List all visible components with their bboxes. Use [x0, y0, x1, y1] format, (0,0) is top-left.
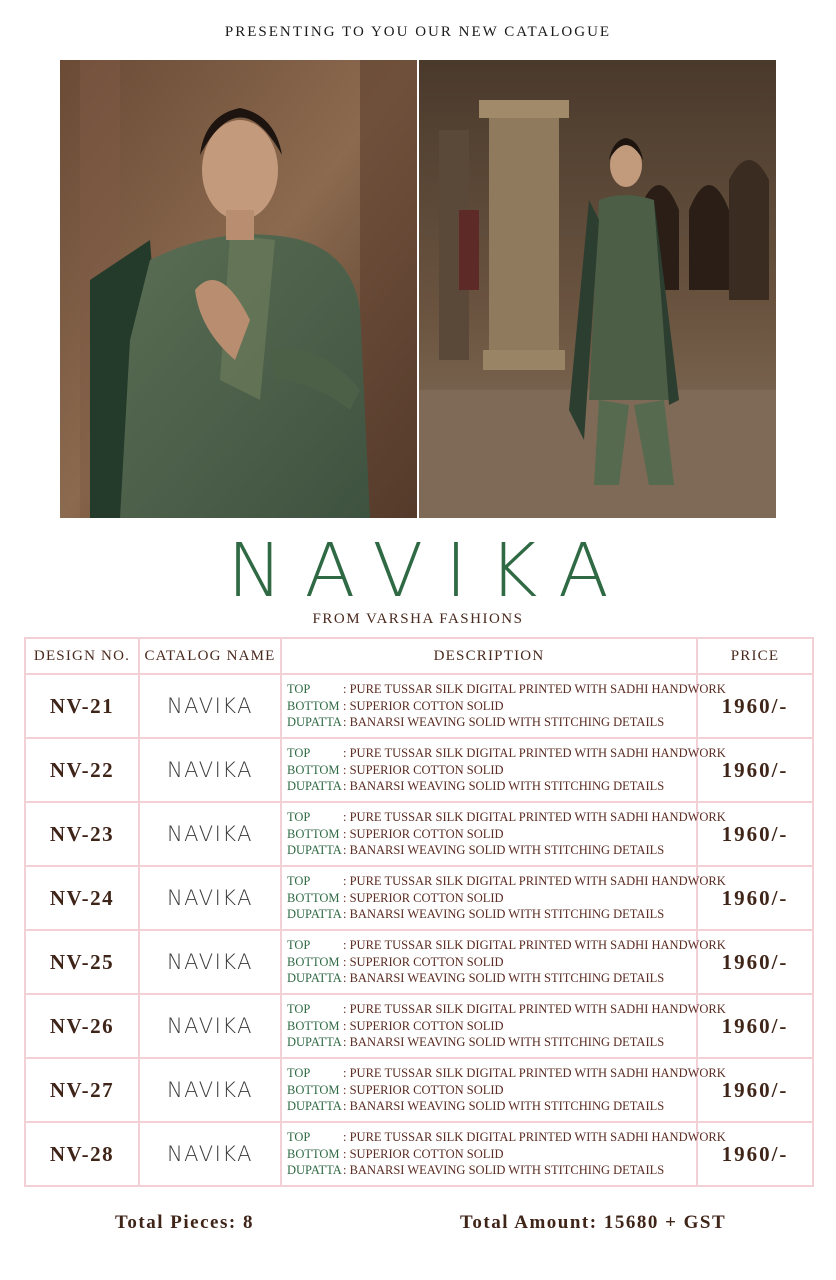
- label-dupatta: DUPATTA: [287, 843, 342, 858]
- description: [281, 674, 726, 738]
- product-photos: [60, 60, 776, 518]
- description-dupatta: [287, 842, 696, 859]
- catalog-table: [24, 637, 814, 1187]
- value-top: : PURE TUSSAR SILK DIGITAL PRINTED WITH SADHI HANDWORK: [343, 682, 726, 697]
- label-top: TOP: [287, 938, 311, 953]
- description-top: [287, 1001, 726, 1018]
- value-bottom: : SUPERIOR COTTON SOLID: [343, 1018, 504, 1033]
- description-bottom: [287, 954, 696, 971]
- label-top: TOP: [287, 682, 311, 697]
- header-design-no: DESIGN NO.: [25, 638, 139, 674]
- table-row: [25, 802, 813, 866]
- brand-subtitle: FROM VARSHA FASHIONS: [312, 611, 524, 627]
- label-dupatta: DUPATTA: [287, 715, 342, 730]
- table-row: [25, 674, 813, 738]
- description: [281, 930, 726, 994]
- description-dupatta: [287, 1034, 696, 1051]
- catalog-name: NAVIKA: [139, 994, 281, 1058]
- label-bottom: BOTTOM: [287, 890, 340, 905]
- label-bottom: BOTTOM: [287, 762, 340, 777]
- label-top: TOP: [287, 1130, 311, 1145]
- design-number: NV-26: [25, 994, 139, 1058]
- description: [281, 994, 726, 1058]
- table-row: [25, 866, 813, 930]
- value-dupatta: : BANARSI WEAVING SOLID WITH STITCHING DETAILS: [343, 1163, 665, 1178]
- label-bottom: BOTTOM: [287, 1018, 340, 1033]
- value-bottom: : SUPERIOR COTTON SOLID: [343, 954, 504, 969]
- label-dupatta: DUPATTA: [287, 1035, 342, 1050]
- model-photo-palace: [419, 60, 776, 518]
- price: 1960/-: [697, 674, 813, 738]
- label-bottom: BOTTOM: [287, 1082, 340, 1097]
- price: 1960/-: [697, 802, 813, 866]
- description: [281, 738, 726, 802]
- table-row: [25, 930, 813, 994]
- value-bottom: : SUPERIOR COTTON SOLID: [343, 1082, 504, 1097]
- model-closeup-illustration: [60, 60, 417, 518]
- value-bottom: : SUPERIOR COTTON SOLID: [343, 762, 504, 777]
- value-top: : PURE TUSSAR SILK DIGITAL PRINTED WITH SADHI HANDWORK: [343, 874, 726, 889]
- description-top: [287, 1129, 726, 1146]
- description-top: [287, 1065, 726, 1082]
- header-description: DESCRIPTION: [281, 638, 697, 674]
- catalog-name: NAVIKA: [139, 866, 281, 930]
- value-top: : PURE TUSSAR SILK DIGITAL PRINTED WITH SADHI HANDWORK: [343, 1002, 726, 1017]
- label-top: TOP: [287, 1066, 311, 1081]
- label-dupatta: DUPATTA: [287, 779, 342, 794]
- description-bottom: [287, 826, 696, 843]
- table-row: [25, 738, 813, 802]
- description-dupatta: [287, 1162, 696, 1179]
- catalog-name: NAVIKA: [139, 1122, 281, 1186]
- catalogue-heading: PRESENTING TO YOU OUR NEW CATALOGUE: [224, 24, 612, 40]
- model-photo-closeup: [60, 60, 417, 518]
- value-top: : PURE TUSSAR SILK DIGITAL PRINTED WITH SADHI HANDWORK: [343, 810, 726, 825]
- description: [281, 866, 726, 930]
- label-bottom: BOTTOM: [287, 954, 340, 969]
- design-number: NV-28: [25, 1122, 139, 1186]
- value-dupatta: : BANARSI WEAVING SOLID WITH STITCHING DETAILS: [343, 715, 665, 730]
- price: 1960/-: [697, 994, 813, 1058]
- label-top: TOP: [287, 746, 311, 761]
- design-number: NV-22: [25, 738, 139, 802]
- description-top: [287, 873, 726, 890]
- price: 1960/-: [697, 930, 813, 994]
- value-dupatta: : BANARSI WEAVING SOLID WITH STITCHING DETAILS: [343, 1099, 665, 1114]
- description-bottom: [287, 698, 696, 715]
- description-top: [287, 745, 726, 762]
- description-bottom: [287, 890, 696, 907]
- total-amount: Total Amount: 15680 + GST: [460, 1212, 727, 1233]
- design-number: NV-23: [25, 802, 139, 866]
- description-dupatta: [287, 778, 696, 795]
- description: [281, 802, 726, 866]
- catalog-name: NAVIKA: [139, 930, 281, 994]
- catalog-name: NAVIKA: [139, 802, 281, 866]
- description-bottom: [287, 1018, 696, 1035]
- design-number: NV-24: [25, 866, 139, 930]
- value-bottom: : SUPERIOR COTTON SOLID: [343, 698, 504, 713]
- value-top: : PURE TUSSAR SILK DIGITAL PRINTED WITH SADHI HANDWORK: [343, 938, 726, 953]
- brand-logo-navika: NAVIKA: [227, 528, 631, 614]
- description-dupatta: [287, 714, 696, 731]
- description-bottom: [287, 762, 696, 779]
- label-top: TOP: [287, 810, 311, 825]
- label-top: TOP: [287, 874, 311, 889]
- value-bottom: : SUPERIOR COTTON SOLID: [343, 826, 504, 841]
- description-top: [287, 809, 726, 826]
- value-bottom: : SUPERIOR COTTON SOLID: [343, 890, 504, 905]
- price: 1960/-: [697, 866, 813, 930]
- header-price: PRICE: [697, 638, 813, 674]
- description-dupatta: [287, 970, 696, 987]
- description-bottom: [287, 1082, 696, 1099]
- label-dupatta: DUPATTA: [287, 1163, 342, 1178]
- description-top: [287, 681, 726, 698]
- design-number: NV-27: [25, 1058, 139, 1122]
- price: 1960/-: [697, 738, 813, 802]
- label-bottom: BOTTOM: [287, 826, 340, 841]
- price: 1960/-: [697, 1058, 813, 1122]
- value-dupatta: : BANARSI WEAVING SOLID WITH STITCHING DETAILS: [343, 779, 665, 794]
- catalog-name: NAVIKA: [139, 674, 281, 738]
- design-number: NV-21: [25, 674, 139, 738]
- description-dupatta: [287, 1098, 696, 1115]
- header-catalog-name: CATALOG NAME: [139, 638, 281, 674]
- table-row: [25, 1122, 813, 1186]
- design-number: NV-25: [25, 930, 139, 994]
- value-bottom: : SUPERIOR COTTON SOLID: [343, 1146, 504, 1161]
- label-bottom: BOTTOM: [287, 698, 340, 713]
- value-top: : PURE TUSSAR SILK DIGITAL PRINTED WITH SADHI HANDWORK: [343, 746, 726, 761]
- value-top: : PURE TUSSAR SILK DIGITAL PRINTED WITH SADHI HANDWORK: [343, 1066, 726, 1081]
- value-dupatta: : BANARSI WEAVING SOLID WITH STITCHING DETAILS: [343, 843, 665, 858]
- label-dupatta: DUPATTA: [287, 971, 342, 986]
- total-pieces: Total Pieces: 8: [115, 1212, 254, 1233]
- value-top: : PURE TUSSAR SILK DIGITAL PRINTED WITH SADHI HANDWORK: [343, 1130, 726, 1145]
- description-top: [287, 937, 726, 954]
- description: [281, 1058, 726, 1122]
- label-bottom: BOTTOM: [287, 1146, 340, 1161]
- table-row: [25, 994, 813, 1058]
- description-bottom: [287, 1146, 696, 1163]
- label-dupatta: DUPATTA: [287, 1099, 342, 1114]
- catalog-name: NAVIKA: [139, 738, 281, 802]
- catalog-name: NAVIKA: [139, 1058, 281, 1122]
- label-dupatta: DUPATTA: [287, 907, 342, 922]
- table-header-row: [25, 638, 813, 674]
- value-dupatta: : BANARSI WEAVING SOLID WITH STITCHING DETAILS: [343, 971, 665, 986]
- model-palace-illustration: [419, 60, 776, 518]
- table-row: [25, 1058, 813, 1122]
- value-dupatta: : BANARSI WEAVING SOLID WITH STITCHING DETAILS: [343, 907, 665, 922]
- price: 1960/-: [697, 1122, 813, 1186]
- description-dupatta: [287, 906, 696, 923]
- description: [281, 1122, 726, 1186]
- label-top: TOP: [287, 1002, 311, 1017]
- value-dupatta: : BANARSI WEAVING SOLID WITH STITCHING DETAILS: [343, 1035, 665, 1050]
- catalog-footer: [0, 1212, 836, 1242]
